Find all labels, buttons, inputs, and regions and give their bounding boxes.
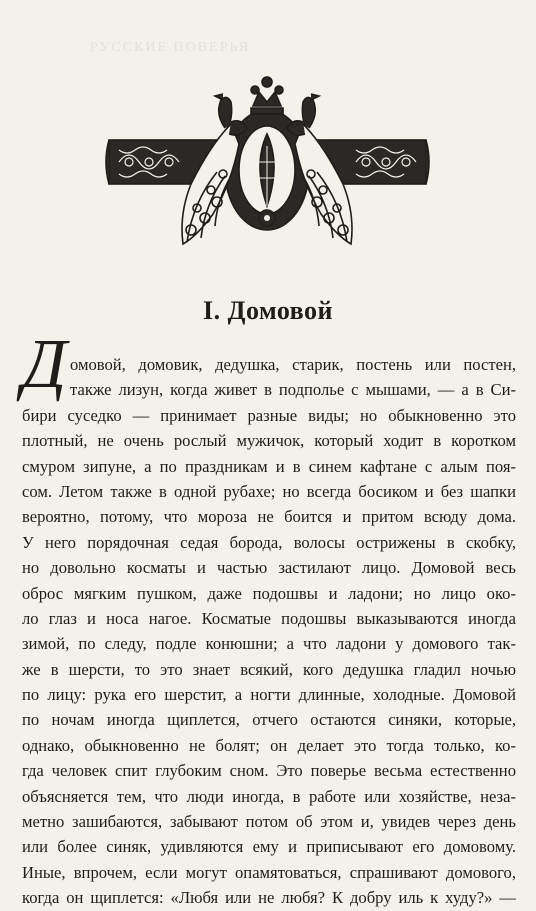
body-text bbox=[22, 352, 516, 911]
peacocks-crown-ornament-icon bbox=[105, 58, 430, 258]
text-line: по лицу: рука его шерстит, а ногти длинные, холодные. Домовой bbox=[22, 685, 516, 705]
text-line: Иные, впрочем, если могут опамятоваться, спрашивают домового, bbox=[22, 862, 516, 882]
text-line: зимой, по следу, подле конюшни; а что ладони у домового так- bbox=[22, 634, 516, 654]
text-line: или более синяк, удивляются ему и приписывают его домовому. bbox=[22, 837, 516, 857]
text-line: бири суседко — принимает разные виды; но обыкновенно это bbox=[22, 405, 516, 425]
text-line: метно зашибаются, забывают потом об этом и, увидев через день bbox=[22, 812, 516, 832]
text-line: однако, обыкновенно не болят; он делает это тогда только, ко- bbox=[22, 735, 516, 755]
text-line: же в шерсти, то это знает всякий, кого дедушка гладил ночью bbox=[22, 659, 516, 679]
text-line: вероятно, потому, что мороза не боится и притом всюду дома. bbox=[22, 507, 516, 527]
text-line: сом. Летом также в одной рубахе; но всегда босиком и без шапки bbox=[22, 481, 516, 501]
text-line: омовой, домовик, дедушка, старик, постень или постен, bbox=[70, 355, 516, 374]
chapter-title: I. Домовой bbox=[202, 296, 334, 325]
text-line: гда человек спит глубоким сном. Это поверье весьма естественно bbox=[22, 761, 516, 781]
drop-cap-letter: Д bbox=[22, 326, 67, 403]
text-line: смуром зипуне, а по праздникам и в синем кафтане с алым поя- bbox=[22, 456, 516, 476]
text-line: по ночам иногда щиплется, отчего остаются синяки, которые, bbox=[22, 710, 516, 730]
text-line: плотный, не очень рослый мужичок, который ходит в коротком bbox=[22, 431, 516, 451]
text-line: ло глаз и носа нагое. Косматые подошвы выказываются иногда bbox=[22, 608, 516, 628]
text-line: когда он щиплется: «Любя или не любя? К добру иль к худу?» — bbox=[22, 888, 516, 908]
text-line: У него порядочная седая борода, волосы острижены в скобку, bbox=[22, 532, 516, 552]
text-line: оброс мягким пушком, даже подошвы и ладони; но лицо око- bbox=[22, 583, 516, 603]
faint-running-header: РУССКИЕ ПОВЕРЬЯ bbox=[90, 40, 251, 55]
text-line: также лизун, когда живет в подполье с мышами, — а в Си- bbox=[70, 380, 516, 400]
text-line: но довольно косматы и частью застилают лицо. Домовой весь bbox=[22, 558, 516, 578]
text-line: объясняется тем, что люди иногда, в работе или хозяйстве, неза- bbox=[22, 786, 516, 806]
